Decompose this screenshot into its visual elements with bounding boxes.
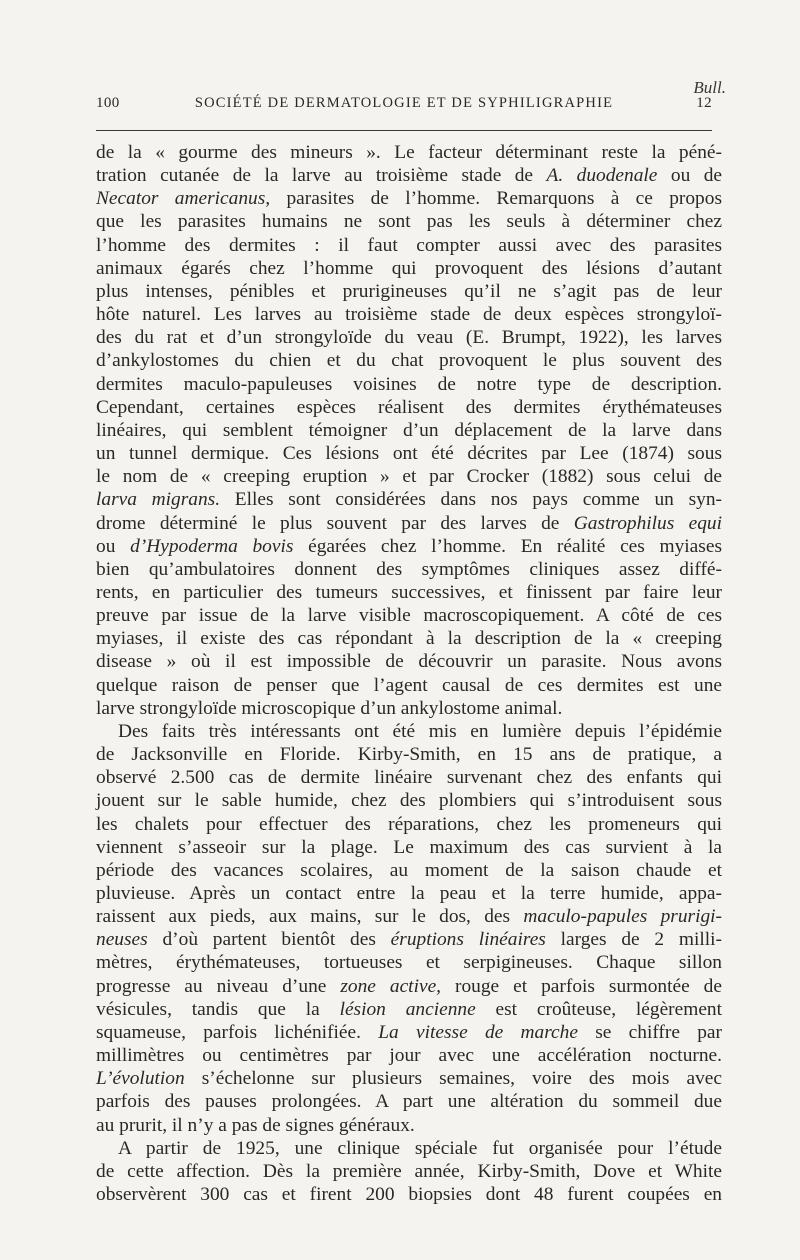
italic-run: A. duodenale [546,165,658,187]
text-line [96,882,722,905]
running-title: SOCIÉTÉ DE DERMATOLOGIE ET DE SYPHILIGRAPHIE [194,95,614,111]
page-number: 100 [96,95,120,111]
text-line [96,581,722,604]
text-run: de cette affection. Dès la première année, Kirby-Smith, Dove et White [96,1160,722,1182]
text-line [96,419,722,442]
italic-run: Necator americanus, [96,188,271,210]
text-run: rents, en particulier des tumeurs successives, et finissent par faire leur [96,581,722,603]
text-line [96,928,722,951]
handwritten-margin-note: Bull. [693,78,726,97]
text-line [96,1137,722,1160]
text-line [96,442,722,465]
text-run: vésicules, tandis que la [96,998,340,1020]
text-line [96,257,722,280]
text-run: les chalets pour effectuer des réparations, chez les promeneurs qui [96,813,722,835]
text-line [96,326,722,349]
text-line [96,1044,722,1067]
text-run: hôte naturel. Les larves au troisième stade de deux espèces strongyloï- [96,304,722,326]
text-run: au prurit, il n’y a pas de signes généraux. [96,1114,415,1136]
text-run: un tunnel dermique. Ces lésions ont été décrites par Lee (1874) sous [96,443,722,465]
text-run: disease » où il est impossible de découvrir un parasite. Nous avons [96,651,722,673]
text-run: observé 2.500 cas de dermite linéaire survenant chez des enfants qui [96,767,722,789]
text-run: myiases, il existe des cas répondant à la description de la « creeping [96,628,722,650]
text-run: larges de 2 milli- [545,929,722,951]
text-line [96,396,722,419]
text-line [96,1067,722,1090]
text-line [96,627,722,650]
text-line [96,859,722,882]
text-line [96,187,722,210]
text-run: l’homme des dermites : il faut compter aussi avec des parasites [96,234,722,256]
text-run: quelque raison de penser que l’agent causal de ces dermites est une [96,674,722,696]
text-line [96,349,722,372]
text-line [96,1160,722,1183]
paragraph [96,1137,722,1206]
text-line [96,234,722,257]
text-run: se chiffre par [577,1021,722,1043]
text-run: d’ankylostomes du chien et du chat provoquent le plus souvent des [96,350,722,372]
text-run: viennent s’asseoir sur la plage. Le maximum des cas survient à la [96,836,722,858]
text-run: drome déterminé le plus souvent par des larves de [96,512,574,534]
italic-run: neuses [96,929,148,951]
text-run: larve strongyloïde microscopique d’un ankylostome animal. [96,697,563,719]
text-run: ou de [657,165,723,187]
text-run: que les parasites humains ne sont pas les seuls à déterminer chez [96,211,722,233]
running-header [96,95,712,117]
text-line [96,210,722,233]
text-run: observèrent 300 cas et firent 200 biopsies dont 48 furent coupées en [96,1184,722,1206]
italic-run: lésion ancienne [339,998,476,1020]
text-run: jouent sur le sable humide, chez des plombiers qui s’introduisent sous [96,790,722,812]
text-run: Elles sont considérées dans nos pays comme un syn- [220,489,722,511]
text-line [96,488,722,511]
text-run: de Jacksonville en Floride. Kirby-Smith, en 15 ans de pratique, a [96,744,722,766]
text-run: raissent aux pieds, aux mains, sur le dos, des [96,906,524,928]
volume-number: 12 [696,95,712,111]
text-run: période des vacances scolaires, au moment de la saison chaude et [96,859,722,881]
text-run: parfois des pauses prolongées. A part une altération du sommeil due [96,1091,722,1113]
italic-run: L’évolution [96,1068,185,1090]
text-line [96,373,722,396]
text-run: ou [96,535,131,557]
text-line [96,604,722,627]
text-line [96,303,722,326]
text-run: dermites maculo-papuleuses voisines de notre type de description. [96,373,722,395]
text-line [96,1021,722,1044]
text-run: égarées chez l’homme. En réalité ces myiases [293,535,722,557]
italic-run: Gastrophilus equi [573,512,722,534]
text-run: est croûteuse, légèrement [475,998,723,1020]
text-line [96,280,722,303]
text-line [96,1114,722,1137]
text-run: squameuse, parfois lichénifiée. [96,1021,379,1043]
italic-run: éruptions linéaires [390,929,546,951]
text-line [96,1090,722,1113]
text-run: A partir de 1925, une clinique spéciale fut organisée pour l’étude [118,1137,722,1159]
text-run: progresse au niveau d’une [96,975,341,997]
header-rule [96,130,712,131]
text-line [96,674,722,697]
text-line [96,465,722,488]
text-line [96,813,722,836]
text-run: mètres, érythémateuses, tortueuses et serpigineuses. Chaque sillon [96,952,722,974]
text-line [96,164,722,187]
italic-run: larva migrans. [96,489,221,511]
text-line [96,905,722,928]
paragraph [96,141,722,720]
text-line [96,512,722,535]
text-run: Cependant, certaines espèces réalisent des dermites érythémateuses [96,396,722,418]
body-text [96,141,722,1206]
italic-run: d’Hypoderma bovis [130,535,294,557]
text-run: pluvieuse. Après un contact entre la peau et la terre humide, appa- [96,883,722,904]
italic-run: maculo-papules prurigi- [523,906,723,928]
text-line [96,836,722,859]
text-run: le nom de « creeping eruption » et par Crocker (1882) sous celui de [96,466,722,488]
text-run: s’échelonne sur plusieurs semaines, voire des mois avec [184,1068,722,1090]
text-line [96,720,722,743]
text-run: d’où partent bientôt des [147,929,391,951]
text-run: parasites de l’homme. Remarquons à ce propos [270,188,722,210]
italic-run: zone active, [340,975,442,997]
text-run: millimètres ou centimètres par jour avec une accélération nocturne. [96,1045,722,1067]
text-line [96,975,722,998]
text-line [96,535,722,558]
text-line [96,558,722,581]
text-run: tration cutanée de la larve au troisième stade de [96,165,547,187]
text-run: rouge et parfois surmontée de [441,975,722,997]
text-run: linéaires, qui semblent témoigner d’un déplacement de la larve dans [96,419,722,441]
paragraph [96,720,722,1137]
text-line [96,951,722,974]
text-line [96,650,722,673]
text-run: des du rat et d’un strongyloïde du veau (E. Brumpt, 1922), les larves [96,327,722,349]
text-line [96,766,722,789]
text-line [96,697,722,720]
text-run: animaux égarés chez l’homme qui provoquent des lésions d’autant [96,257,722,279]
text-line [96,743,722,766]
text-run: Des faits très intéressants ont été mis en lumière depuis l’épidémie [118,720,722,742]
text-line [96,789,722,812]
text-line [96,1183,722,1206]
text-run: preuve par issue de la larve visible macroscopiquement. A côté de ces [96,605,722,627]
text-run: plus intenses, pénibles et prurigineuses qu’il ne s’agit pas de leur [96,280,722,302]
italic-run: La vitesse de marche [378,1021,578,1043]
text-line [96,998,722,1021]
text-line [96,141,722,164]
text-run: de la « gourme des mineurs ». Le facteur déterminant reste la péné- [96,142,722,163]
text-run: bien qu’ambulatoires donnent des symptômes cliniques assez diffé- [96,558,722,580]
